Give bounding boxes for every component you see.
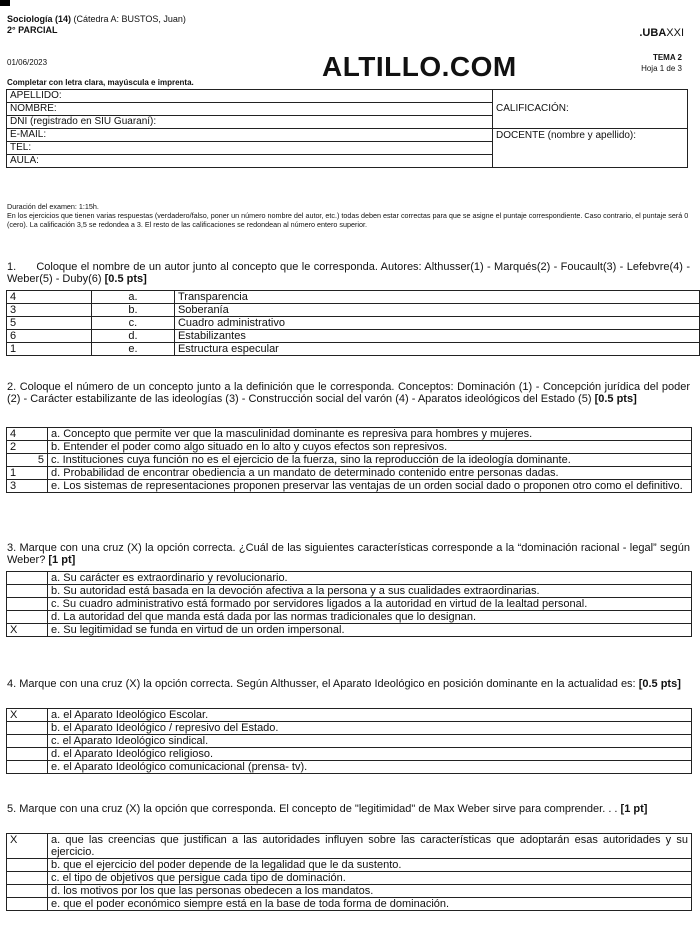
answer-cell[interactable] (7, 598, 48, 611)
option-text: Estabilizantes (174, 330, 699, 343)
option-letter: c. (91, 317, 174, 330)
answer-cell[interactable] (7, 898, 48, 911)
table-row (7, 454, 692, 467)
table-row (7, 572, 692, 585)
table-row (7, 859, 692, 872)
question-4 (7, 678, 690, 690)
answer-cell[interactable]: X (7, 709, 48, 722)
answer-cell[interactable]: X (7, 834, 48, 859)
question-4-text: 4. Marque con una cruz (X) la opción correcta. Según Althusser, el Aparato Ideológico en posición dominante en la actualidad es: (7, 678, 636, 690)
table-row (7, 330, 700, 343)
chair-name: (Cátedra A: BUSTOS, Juan) (73, 14, 186, 24)
question-2-points: [0.5 pts] (594, 393, 637, 405)
table-row (7, 624, 692, 637)
answer-cell[interactable] (7, 859, 48, 872)
table-row (7, 735, 692, 748)
question-2 (7, 381, 690, 405)
option-text: Estructura especular (174, 343, 699, 356)
exam-name: 2° PARCIAL (7, 25, 58, 35)
option-text: a. que las creencias que justifican a las autoridades influyen sobre las características que adoptarán esas autoridades y su ejercicio. (48, 834, 692, 859)
answer-cell[interactable]: 5 (7, 454, 48, 467)
answer-cell[interactable]: 3 (7, 480, 48, 493)
answer-cell[interactable]: 4 (7, 428, 48, 441)
table-row (7, 872, 692, 885)
field-nombre[interactable]: NOMBRE: (7, 103, 493, 116)
table-row (7, 467, 692, 480)
tema-info (641, 52, 682, 74)
question-2-text: 2. Coloque el número de un concepto junto a la definición que le corresponda. Conceptos: Dominación (1) - Concepción jurídica del poder (2) - Carácter estabilizante de las ideologías (3) - Construcción social del varón (4) - Aparatos ideológicos del Estado (5) (7, 381, 690, 405)
option-letter: e. (91, 343, 174, 356)
question-3-text: 3. Marque con una cruz (X) la opción correcta. ¿Cuál de las siguientes características corresponde a la “dominación racional - legal” según Weber? (7, 542, 690, 566)
answer-cell[interactable]: 6 (7, 330, 92, 343)
table-row (7, 898, 692, 911)
answer-cell[interactable]: 4 (7, 291, 92, 304)
option-text: e. que el poder económico siempre está en la base de toda forma de dominación. (48, 898, 692, 911)
table-row (7, 441, 692, 454)
exam-header (7, 14, 186, 36)
answer-cell[interactable] (7, 611, 48, 624)
table-row (7, 834, 692, 859)
question-5-table (6, 833, 692, 911)
option-text: d. Probabilidad de encontrar obediencia a un mandato de determinado contenido entre personas dadas. (48, 467, 692, 480)
answer-cell[interactable]: 2 (7, 441, 48, 454)
field-dni[interactable]: DNI (registrado en SIU Guaraní): (7, 116, 493, 129)
option-text: b. Entender el poder como algo situado en lo alto y cuyos efectos son represivos. (48, 441, 692, 454)
field-tel[interactable]: TEL: (7, 142, 493, 155)
option-text: c. el Aparato Ideológico sindical. (48, 735, 692, 748)
grading-rules: En los ejercicios que tienen varias respuestas (verdadero/falso, poner un número nombre del autor, etc.) todas deben estar correctas para que se asigne el puntaje correspondiente. Caso contrario, el puntaje será 0 (cero). La calificación 3,5 se redondea a 3. El resto de las calificaciones se redondean al número entero superior. (7, 211, 689, 229)
answer-cell[interactable] (7, 585, 48, 598)
corner-mark (0, 0, 10, 6)
answer-cell[interactable]: 1 (7, 343, 92, 356)
option-text: b. Su autoridad está basada en la devoción afectiva a la persona y a sus cualidades extraordinarias. (48, 585, 692, 598)
question-2-table (6, 427, 692, 493)
answer-cell[interactable] (7, 572, 48, 585)
option-text: a. Concepto que permite ver que la masculinidad dominante es represiva para hombres y mujeres. (48, 428, 692, 441)
option-text: Soberanía (174, 304, 699, 317)
answer-cell[interactable]: 1 (7, 467, 48, 480)
answer-cell[interactable]: 5 (7, 317, 92, 330)
uba-logo: .UBAXXI (639, 27, 684, 39)
table-row (7, 709, 692, 722)
option-text: c. Su cuadro administrativo está formado por servidores ligados a la autoridad en virtud de la lealtad personal. (48, 598, 692, 611)
answer-cell[interactable]: X (7, 624, 48, 637)
table-row (7, 585, 692, 598)
table-row (7, 428, 692, 441)
option-letter: d. (91, 330, 174, 343)
option-text: c. el tipo de objetivos que persigue cada tipo de dominación. (48, 872, 692, 885)
table-row (7, 480, 692, 493)
table-row (7, 343, 700, 356)
question-1-text: 1. Coloque el nombre de un autor junto al concepto que le corresponda. Autores: Althusser(1) - Marqués(2) - Foucault(3) - Lefebvre(4) - Weber(5) - Duby(6) (7, 261, 690, 285)
field-calificacion[interactable]: CALIFICACIÓN: (493, 90, 688, 129)
question-5-points: [1 pt] (620, 803, 648, 815)
option-text: e. Los sistemas de representaciones proponen preservar las ventajas de un orden social dado o proponen otro como el definitivo. (48, 480, 692, 493)
question-4-points: [0.5 pts] (638, 678, 681, 690)
answer-cell[interactable] (7, 722, 48, 735)
question-1-table (6, 290, 700, 356)
exam-duration: Duración del examen: 1:15h. (7, 202, 99, 211)
page-count: Hoja 1 de 3 (641, 64, 682, 73)
exam-info (7, 202, 693, 229)
answer-cell[interactable] (7, 761, 48, 774)
field-docente[interactable]: DOCENTE (nombre y apellido): (493, 129, 688, 168)
option-text: d. los motivos por los que las personas obedecen a los mandatos. (48, 885, 692, 898)
table-row (7, 761, 692, 774)
question-3-table (6, 571, 692, 637)
option-letter: b. (91, 304, 174, 317)
question-4-table (6, 708, 692, 774)
course-name: Sociología (14) (7, 14, 72, 24)
table-row (7, 611, 692, 624)
question-5 (7, 803, 690, 815)
field-email[interactable]: E-MAIL: (7, 129, 493, 142)
option-text: a. Su carácter es extraordinario y revolucionario. (48, 572, 692, 585)
brand-watermark: ALTILLO.COM (322, 51, 517, 82)
tema-label: TEMA 2 (652, 53, 682, 62)
table-row (7, 885, 692, 898)
table-row (7, 748, 692, 761)
option-letter: a. (91, 291, 174, 304)
form-instructions: Completar con letra clara, mayúscula e imprenta. (7, 78, 194, 87)
question-5-text: 5. Marque con una cruz (X) la opción que corresponda. El concepto de "legitimidad" de Max Weber sirve para comprender. . . (7, 803, 618, 815)
table-row (7, 317, 700, 330)
answer-cell[interactable]: 3 (7, 304, 92, 317)
option-text: d. el Aparato Ideológico religioso. (48, 748, 692, 761)
table-row (7, 304, 700, 317)
field-apellido[interactable]: APELLIDO: (7, 90, 493, 103)
answer-cell[interactable] (7, 872, 48, 885)
table-row (7, 598, 692, 611)
question-3 (7, 542, 690, 566)
answer-cell[interactable] (7, 735, 48, 748)
table-row (7, 291, 700, 304)
question-1-points: [0.5 pts] (104, 273, 147, 285)
question-3-points: [1 pt] (48, 554, 76, 566)
question-1 (7, 261, 690, 285)
option-text: b. el Aparato Ideológico / represivo del Estado. (48, 722, 692, 735)
student-form (6, 89, 688, 168)
field-aula[interactable]: AULA: (7, 155, 493, 168)
table-row (7, 722, 692, 735)
option-text: c. Instituciones cuya función no es el ejercicio de la fuerza, sino la reproducción de la ideología dominante. (48, 454, 692, 467)
option-text: Transparencia (174, 291, 699, 304)
answer-cell[interactable] (7, 748, 48, 761)
answer-cell[interactable] (7, 885, 48, 898)
option-text: d. La autoridad del que manda está dada por las normas tradicionales que lo designan. (48, 611, 692, 624)
option-text: b. que el ejercicio del poder depende de la legalidad que le da sustento. (48, 859, 692, 872)
option-text: Cuadro administrativo (174, 317, 699, 330)
option-text: a. el Aparato Ideológico Escolar. (48, 709, 692, 722)
option-text: e. el Aparato Ideológico comunicacional (prensa- tv). (48, 761, 692, 774)
exam-date: 01/06/2023 (7, 58, 48, 67)
option-text: e. Su legitimidad se funda en virtud de un orden impersonal. (48, 624, 692, 637)
